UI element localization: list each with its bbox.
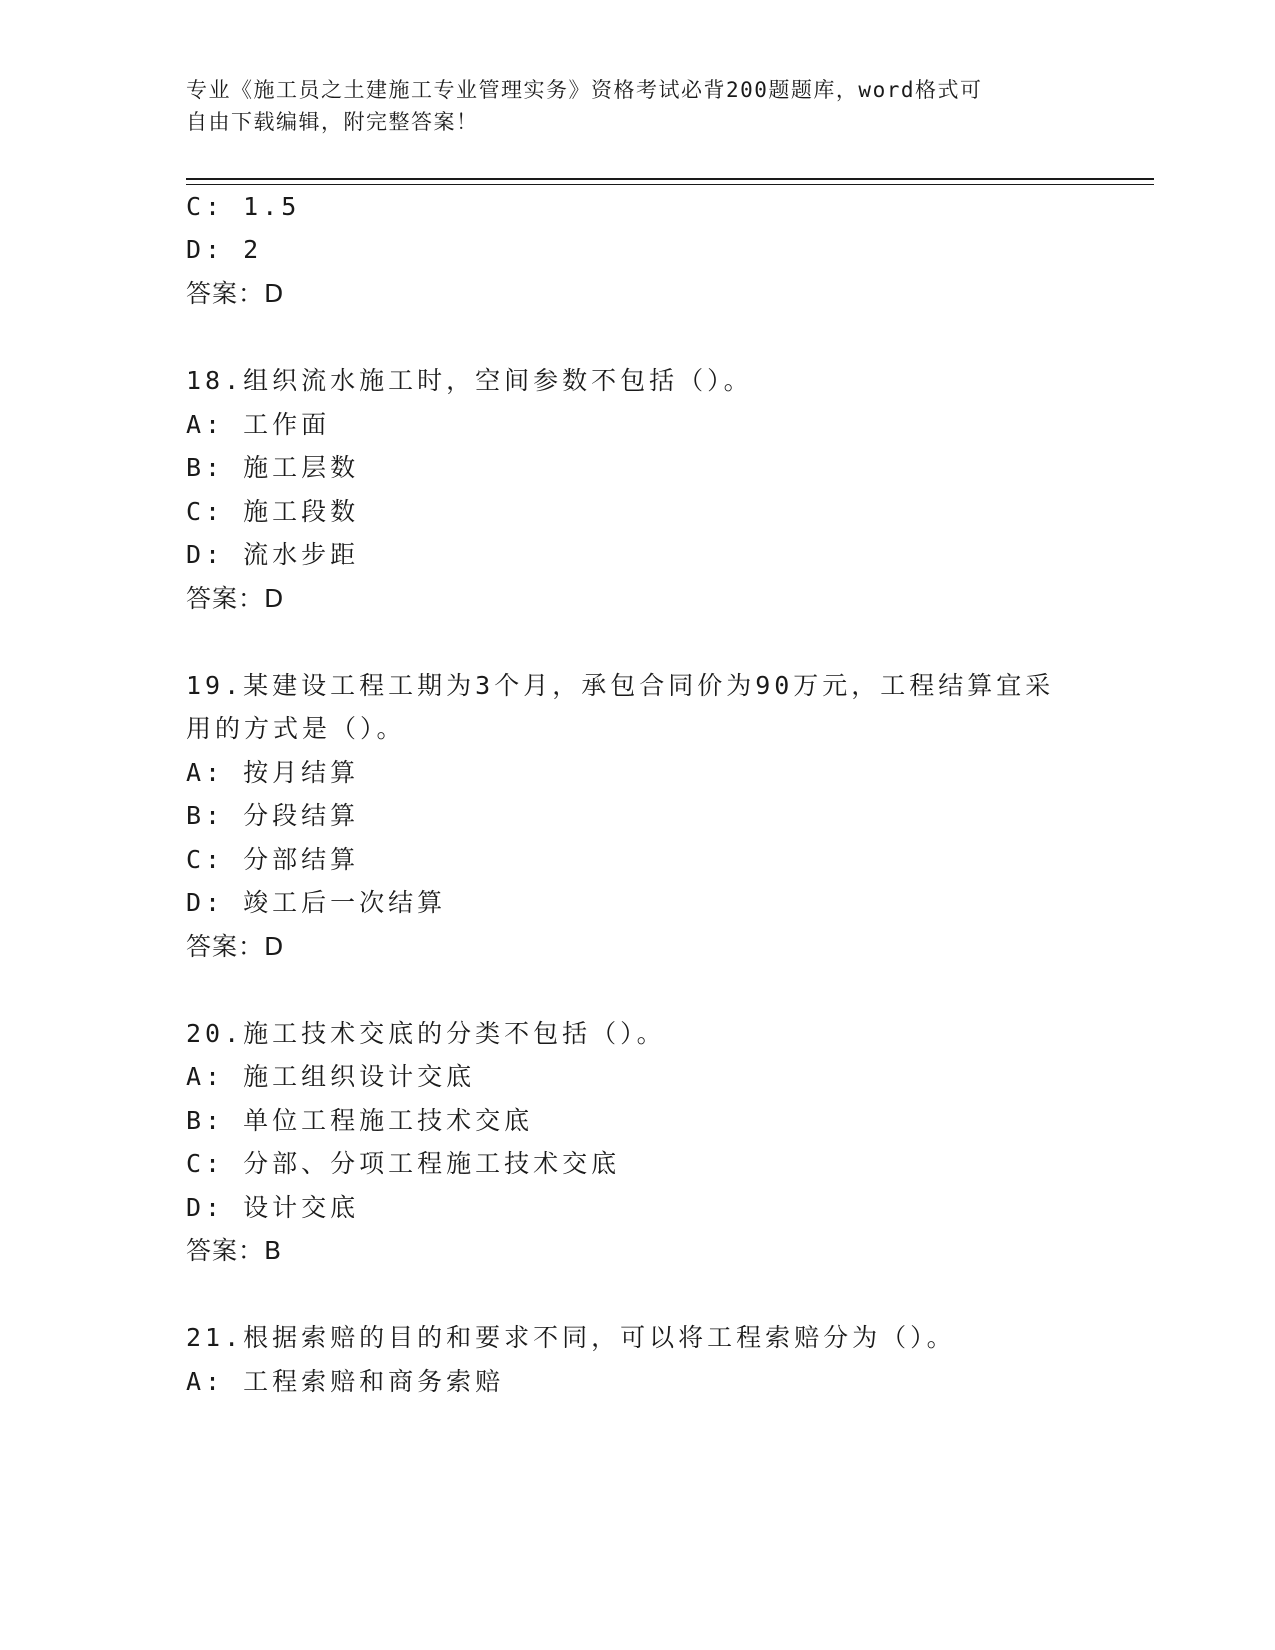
answer-line: 答案：D [186, 279, 285, 308]
question-18-option-a: A: 工作面 [186, 410, 331, 439]
question-20-answer: 答案：B [186, 1236, 283, 1265]
question-18-option-d: D: 流水步距 [186, 540, 360, 569]
header-rule-thin [186, 184, 1154, 185]
option-d: D: 2 [186, 235, 263, 264]
document-header [186, 74, 1086, 138]
question-20-option-c: C: 分部、分项工程施工技术交底 [186, 1149, 621, 1178]
question-18-option-c: C: 施工段数 [186, 497, 360, 526]
option-c: C: 1.5 [186, 192, 301, 221]
question-19-stem-line-2: 用的方式是（）。 [186, 714, 406, 743]
question-20-option-b: B: 单位工程施工技术交底 [186, 1106, 534, 1135]
question-18-answer: 答案：D [186, 584, 285, 613]
question-18-stem: 18.组织流水施工时，空间参数不包括（）。 [186, 366, 753, 395]
question-21-option-a: A: 工程索赔和商务索赔 [186, 1367, 505, 1396]
question-21-stem: 21.根据索赔的目的和要求不同，可以将工程索赔分为（）。 [186, 1323, 956, 1352]
header-title-line-1: 专业《施工员之土建施工专业管理实务》资格考试必背200题题库，word格式可 [186, 78, 983, 102]
question-19-option-a: A: 按月结算 [186, 758, 360, 787]
question-19-answer: 答案：D [186, 932, 285, 961]
header-rule-thick [186, 178, 1154, 180]
question-18-option-b: B: 施工层数 [186, 453, 360, 482]
question-20-option-a: A: 施工组织设计交底 [186, 1062, 476, 1091]
question-20-stem: 20.施工技术交底的分类不包括（）。 [186, 1019, 666, 1048]
header-title-line-2: 自由下载编辑，附完整答案！ [186, 110, 479, 134]
question-19-stem-line-1: 19.某建设工程工期为3个月，承包合同价为90万元，工程结算宜采 [186, 671, 1055, 700]
question-19-option-b: B: 分段结算 [186, 801, 360, 830]
question-19-option-c: C: 分部结算 [186, 845, 360, 874]
question-19-option-d: D: 竣工后一次结算 [186, 888, 447, 917]
question-20-option-d: D: 设计交底 [186, 1193, 360, 1222]
